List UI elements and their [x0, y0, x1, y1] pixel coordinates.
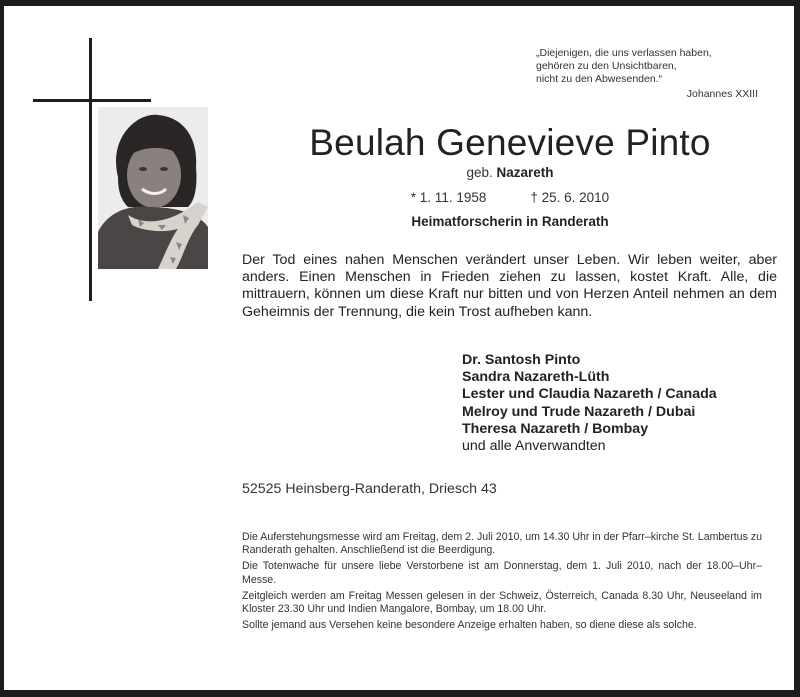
memorial-text: Der Tod eines nahen Menschen verändert unser Leben. Wir leben weiter, aber anders. Einen Menschen in Frieden ziehen zu lassen, kostet Kraft. Alle, die mittrauern, können um diese Kraft nur bitten und von Herzen Anteil nehmen an dem Geheimnis der Trennung, die kein Trost aufheben kann.: [242, 252, 777, 320]
born-name: Nazareth: [496, 165, 554, 180]
mourner-name: Dr. Santosh Pinto: [462, 352, 581, 368]
note-paragraph: Die Auferstehungsmesse wird am Freitag, dem 2. Juli 2010, um 14.30 Uhr in der Pfarr–kirche St. Lambertus zu Randerath gehalten. Anschließend ist die Beerdigung.: [242, 531, 762, 557]
memorial-quote: [536, 47, 766, 86]
death-date: † 25. 6. 2010: [530, 190, 610, 205]
mourners-list: [462, 352, 717, 455]
life-dates: [240, 190, 780, 205]
mourners-closing: und alle Anverwandten: [462, 438, 606, 455]
quote-line: gehören zu den Unsichtbaren,: [536, 60, 677, 72]
cross-horizontal-bar: [33, 99, 151, 102]
obituary-notice: [4, 6, 794, 690]
quote-author: Johannes XXIII: [686, 88, 758, 100]
family-address: 52525 Heinsberg-Randerath, Driesch 43: [242, 481, 497, 497]
deceased-name: Beulah Genevieve Pinto: [309, 122, 711, 163]
maiden-name: [240, 165, 780, 180]
portrait-illustration: [98, 107, 208, 269]
born-prefix: geb.: [466, 165, 493, 180]
birth-date: * 1. 11. 1958: [410, 190, 487, 205]
mourner-name: Melroy und Trude Nazareth / Dubai: [462, 403, 696, 420]
quote-line: „Diejenigen, die uns verlassen haben,: [536, 47, 712, 59]
mourner-name: Sandra Nazareth-Lüth: [462, 369, 610, 386]
deceased-title: Heimatforscherin in Randerath: [411, 214, 609, 229]
mourner-name: Theresa Nazareth / Bombay: [462, 420, 649, 437]
note-paragraph: Sollte jemand aus Versehen keine besondere Anzeige erhalten haben, so diene diese als solche.: [242, 619, 697, 632]
note-paragraph: Zeitgleich werden am Freitag Messen gelesen in der Schweiz, Österreich, Canada 8.30 Uhr, Neuseeland im Kloster 23.30 Uhr und Indien Mangalore, Bombay, um 18.00 Uhr.: [242, 589, 762, 616]
service-notes: [242, 531, 762, 635]
mourner-name: Lester und Claudia Nazareth / Canada: [462, 386, 717, 403]
note-paragraph: Die Totenwache für unsere liebe Verstorbene ist am Donnerstag, dem 1. Juli 2010, nach der 18.00–Uhr–Messe.: [242, 560, 762, 586]
quote-line: nicht zu den Abwesenden.“: [536, 73, 663, 85]
portrait-photo: [98, 107, 208, 269]
cross-vertical-bar: [89, 38, 92, 301]
